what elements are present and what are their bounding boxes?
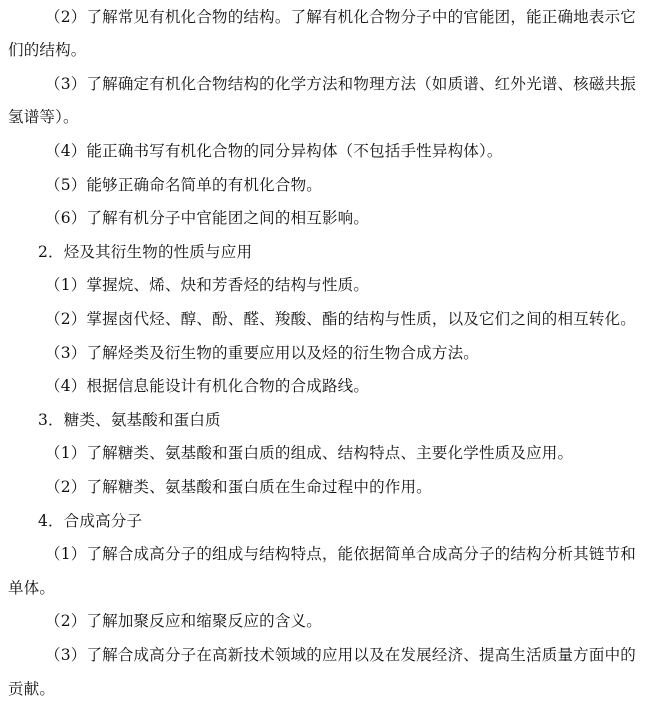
objective-4: （4）能正确书写有机化合物的同分异构体（不包括手性异构体）。 <box>45 142 503 160</box>
section-3-item-1: （1）了解糖类、氨基酸和蛋白质的组成、结构特点、主要化学性质及应用。 <box>45 444 574 462</box>
section-3-item-2: （2）了解糖类、氨基酸和蛋白质在生命过程中的作用。 <box>45 478 432 496</box>
section-2-item-3: （3）了解烃类及衍生物的重要应用以及烃的衍生物合成方法。 <box>45 344 479 362</box>
section-2-item-4: （4）根据信息能设计有机化合物的合成路线。 <box>45 377 370 395</box>
section-3-heading: 3．糖类、氨基酸和蛋白质 <box>38 411 221 429</box>
section-2-item-2: （2）掌握卤代烃、醇、酚、醛、羧酸、酯的结构与性质，以及它们之间的相互转化。 <box>45 310 636 328</box>
section-2-item-1: （1）掌握烷、烯、炔和芳香烃的结构与性质。 <box>45 276 370 294</box>
objective-5: （5）能够正确命名简单的有机化合物。 <box>45 176 322 194</box>
section-4-item-3-line-1: （3）了解合成高分子在高新技术领域的应用以及在发展经济、提高生活质量方面中的 <box>45 646 636 664</box>
objective-3-line-2: 氢谱等）。 <box>8 108 79 126</box>
section-4-item-1-line-2: 单体。 <box>8 579 56 597</box>
section-4-heading: 4．合成高分子 <box>38 512 143 530</box>
section-4-item-3-line-2: 贡献。 <box>8 680 56 698</box>
section-4-item-1-line-1: （1）了解合成高分子的组成与结构特点，能依据简单合成高分子的结构分析其链节和 <box>45 545 636 563</box>
objective-2-line-2: 们的结构。 <box>8 41 87 59</box>
objective-2-line-1: （2）了解常见有机化合物的结构。了解有机化合物分子中的官能团，能正确地表示它 <box>45 8 636 26</box>
section-2-heading: 2．烃及其衍生物的性质与应用 <box>38 243 253 261</box>
objective-6: （6）了解有机分子中官能团之间的相互影响。 <box>45 209 370 227</box>
section-4-item-2: （2）了解加聚反应和缩聚反应的含义。 <box>45 612 322 630</box>
objective-3-line-1: （3）了解确定有机化合物结构的化学方法和物理方法（如质谱、红外光谱、核磁共振 <box>45 75 636 93</box>
